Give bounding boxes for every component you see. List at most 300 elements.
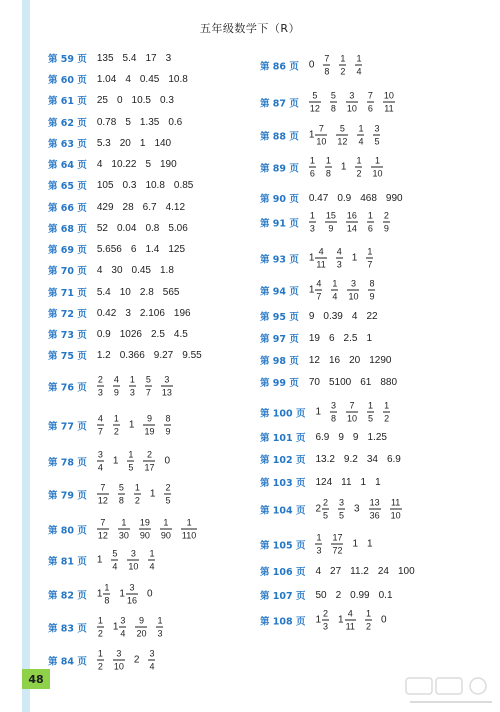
denominator: 16: [126, 595, 137, 606]
answer-row: [260, 54, 371, 77]
fraction: [331, 533, 343, 556]
numerator: 1: [157, 615, 163, 626]
denominator: 7: [316, 291, 322, 302]
denominator: 8: [330, 103, 336, 114]
fraction-bar: [309, 167, 316, 168]
fraction-stack: [325, 156, 332, 179]
numerator: 9: [146, 413, 152, 424]
answer-value: 0.6: [168, 116, 183, 128]
fraction-stack: [181, 518, 197, 541]
numerator: 1: [129, 374, 135, 385]
answer-value: 5: [125, 116, 131, 128]
fraction-bar: [143, 425, 155, 426]
answer-row: [260, 91, 404, 114]
fraction-bar: [346, 102, 358, 103]
numerator: 1: [384, 400, 390, 411]
page-label: 第 89 页: [260, 163, 299, 174]
fraction-bar: [126, 594, 138, 595]
fraction-bar: [97, 529, 109, 530]
fraction-bar: [325, 222, 337, 223]
answer-row: [48, 306, 200, 320]
fraction-bar: [323, 65, 330, 66]
numerator: 19: [139, 517, 150, 528]
fraction: [330, 91, 337, 114]
page-label: 第 101 页: [260, 433, 306, 444]
numerator: 1: [356, 155, 362, 166]
page-label: 第 60 页: [48, 75, 87, 86]
denominator: 10: [372, 168, 383, 179]
answer-row: [48, 72, 197, 86]
fraction-stack: [345, 609, 356, 632]
fraction-bar: [346, 222, 358, 223]
page-label: 第 79 页: [48, 490, 87, 501]
answer-value: 4.5: [173, 328, 188, 340]
page-label: 第 103 页: [260, 478, 306, 489]
answer-row: [260, 588, 402, 602]
numerator: 1: [368, 400, 374, 411]
page-label: 第 66 页: [48, 203, 87, 214]
denominator: 9: [113, 387, 119, 398]
fraction-bar: [367, 412, 374, 413]
answer-value: 6.9: [386, 453, 401, 465]
fraction-bar: [366, 258, 373, 259]
fraction: [143, 414, 155, 437]
fraction-bar: [113, 425, 120, 426]
answer-value: 0: [164, 455, 171, 467]
fraction-bar: [97, 425, 104, 426]
fraction-bar: [127, 560, 139, 561]
denominator: 4: [356, 66, 362, 77]
fraction: [118, 518, 130, 541]
denominator: 8: [331, 413, 337, 424]
numerator: 3: [130, 548, 136, 559]
denominator: 8: [104, 595, 110, 606]
fraction-bar: [339, 65, 346, 66]
fraction-stack: [119, 616, 126, 639]
denominator: 3: [157, 628, 163, 639]
denominator: 6: [367, 223, 373, 234]
fraction-stack: [126, 583, 138, 606]
denominator: 11: [345, 621, 355, 632]
answer-value: 2.8: [139, 286, 154, 298]
answer-value: 22: [366, 310, 378, 322]
page-label: 第 97 页: [260, 334, 299, 345]
fraction-stack: [164, 414, 171, 437]
fraction-stack: [315, 247, 326, 270]
answer-row: [48, 450, 179, 473]
answer-value: 4: [351, 310, 358, 322]
fraction-stack: [357, 124, 364, 147]
answer-row: [48, 263, 183, 277]
numerator: 7: [100, 482, 106, 493]
page-label: 第 106 页: [260, 567, 306, 578]
fraction: [366, 247, 373, 270]
answer-value: 4.12: [165, 201, 186, 213]
answer-value: 0.1: [378, 589, 393, 601]
answer-value: 135: [96, 52, 114, 64]
fraction-stack: [336, 124, 348, 147]
answer-row: [260, 331, 381, 345]
fraction: [97, 450, 104, 473]
fraction-bar: [148, 560, 155, 561]
fraction-stack: [383, 401, 390, 424]
denominator: 11: [316, 259, 326, 270]
answer-value: 2.106: [139, 307, 165, 319]
fraction: [346, 211, 358, 234]
answer-value: 52: [96, 222, 108, 234]
answer-value: 1.8: [160, 264, 174, 276]
answer-row: [260, 375, 406, 389]
fraction: [323, 54, 330, 77]
numerator: 4: [318, 246, 324, 257]
numerator: 2: [165, 482, 171, 493]
fraction-stack: [368, 279, 375, 302]
fraction: [336, 247, 343, 270]
numerator: 16: [346, 210, 357, 221]
fraction: [113, 649, 125, 672]
fraction-bar: [383, 222, 390, 223]
fraction-stack: [331, 533, 343, 556]
denominator: 90: [160, 530, 171, 541]
fraction-stack: [113, 649, 125, 672]
numerator: 4: [336, 246, 342, 257]
numerator: 3: [349, 90, 355, 101]
fraction: [371, 156, 383, 179]
numerator: 1: [97, 648, 103, 659]
fraction-stack: [113, 414, 120, 437]
page-label: 第 98 页: [260, 356, 299, 367]
denominator: 7: [145, 387, 151, 398]
answer-row: [48, 136, 180, 150]
fraction-stack: [111, 549, 118, 572]
fraction-bar: [373, 135, 380, 136]
page-label: 第 105 页: [260, 540, 306, 551]
page-label: 第 102 页: [260, 455, 306, 466]
fraction: [338, 498, 345, 521]
fraction-bar: [330, 412, 337, 413]
numerator: 4: [97, 413, 103, 424]
denominator: 4: [332, 291, 338, 302]
fraction: [346, 401, 358, 424]
numerator: 4: [113, 374, 119, 385]
answer-row: [48, 115, 191, 129]
fraction: [97, 414, 104, 437]
fraction: [357, 124, 364, 147]
fraction-bar: [331, 544, 343, 545]
fraction-bar: [97, 386, 104, 387]
fraction-bar: [111, 560, 118, 561]
answer-value: 0: [308, 59, 315, 71]
answer-value: 27: [330, 565, 342, 577]
fraction-stack: [97, 518, 109, 541]
denominator: 10: [390, 510, 401, 521]
fraction-stack: [97, 375, 104, 398]
fraction-stack: [161, 375, 173, 398]
denominator: 2: [97, 628, 103, 639]
fraction-stack: [331, 279, 338, 302]
answer-value: 1: [139, 137, 146, 149]
fraction-stack: [325, 211, 337, 234]
fraction-bar: [365, 620, 372, 621]
fraction-bar: [322, 620, 329, 621]
answer-value: 125: [168, 243, 186, 255]
answer-value: 1.35: [139, 116, 160, 128]
answer-value: 0.99: [350, 589, 370, 601]
fraction-stack: [129, 375, 136, 398]
answer-row: [260, 124, 389, 147]
fraction-stack: [156, 616, 163, 639]
fraction-bar: [383, 412, 390, 413]
numerator: 2: [323, 497, 329, 508]
denominator: 14: [346, 223, 357, 234]
page-label: 第 95 页: [260, 312, 299, 323]
answer-value: 1: [315, 406, 322, 418]
fraction: [118, 483, 125, 506]
denominator: 4: [358, 136, 364, 147]
numerator: 8: [369, 278, 375, 289]
numerator: 1: [340, 53, 346, 64]
fraction-stack: [373, 124, 380, 147]
fraction-bar: [135, 627, 147, 628]
page-label: 第 81 页: [48, 556, 87, 567]
answer-value: 61: [360, 376, 372, 388]
numerator: 1: [356, 53, 362, 64]
answer-value: 1: [360, 476, 367, 488]
denominator: 3: [129, 387, 135, 398]
fraction-stack: [309, 91, 321, 114]
answer-row: [48, 583, 162, 606]
denominator: 3: [316, 545, 322, 556]
left-margin-bar: [22, 0, 30, 712]
fraction-stack: [366, 247, 373, 270]
fraction-stack: [148, 549, 155, 572]
answer-row: [48, 414, 180, 437]
numerator: 1: [149, 548, 155, 559]
fraction-bar: [315, 258, 326, 259]
answer-row: [260, 533, 382, 556]
answer-value: 9: [308, 310, 315, 322]
answer-value: 1: [340, 161, 347, 173]
page-label: 第 71 页: [48, 288, 87, 299]
answer-row: [260, 191, 412, 205]
fraction: [339, 54, 346, 77]
whole-part: 1: [308, 284, 315, 296]
denominator: 2: [134, 495, 140, 506]
numerator: 1: [367, 246, 373, 257]
answer-row: [260, 609, 396, 632]
numerator: 3: [339, 497, 345, 508]
fraction-stack: [383, 211, 390, 234]
fraction-bar: [127, 461, 134, 462]
page-label: 第 65 页: [48, 181, 87, 192]
denominator: 5: [339, 510, 345, 521]
page-label: 第 88 页: [260, 131, 299, 142]
fraction-bar: [97, 461, 104, 462]
whole-part: 1: [315, 614, 322, 626]
answer-value: 0.04: [116, 222, 137, 234]
fraction-stack: [367, 91, 374, 114]
answer-value: 0.9: [337, 192, 352, 204]
page-label: 第 94 页: [260, 286, 299, 297]
fraction-stack: [97, 450, 104, 473]
fraction-bar: [390, 509, 402, 510]
answer-row: [260, 247, 382, 270]
denominator: 12: [309, 103, 320, 114]
fraction-stack: [347, 279, 359, 302]
denominator: 90: [139, 530, 150, 541]
fraction-bar: [345, 620, 356, 621]
fraction-stack: [118, 483, 125, 506]
answer-row: [48, 51, 180, 65]
answer-value: 0.47: [308, 192, 329, 204]
answer-row: [48, 285, 188, 299]
fraction-bar: [113, 660, 125, 661]
fraction-bar: [181, 529, 197, 530]
answer-value: 190: [160, 158, 177, 170]
fraction-bar: [139, 529, 151, 530]
answer-value: 19: [308, 332, 320, 344]
answer-value: 0.3: [160, 94, 174, 106]
page-label: 第 83 页: [48, 623, 87, 634]
fraction: [164, 414, 171, 437]
answer-value: 105: [96, 179, 114, 191]
fraction: [383, 91, 395, 114]
denominator: 9: [165, 426, 171, 437]
answer-value: 10: [119, 286, 131, 298]
denominator: 20: [136, 628, 147, 639]
numerator: 11: [390, 497, 401, 508]
mixed-number: [309, 247, 327, 270]
page-label: 第 104 页: [260, 505, 306, 516]
answer-value: 0.85: [173, 179, 194, 191]
fraction-stack: [97, 649, 104, 672]
fraction-stack: [143, 414, 155, 437]
denominator: 8: [118, 495, 124, 506]
numerator: 9: [138, 615, 144, 626]
fraction-bar: [336, 135, 348, 136]
fraction: [390, 498, 402, 521]
page-label: 第 84 页: [48, 656, 87, 667]
fraction-bar: [161, 386, 173, 387]
page-label: 第 69 页: [48, 245, 87, 256]
numerator: 17: [332, 532, 343, 543]
denominator: 6: [309, 168, 315, 179]
answer-value: 10.8: [145, 179, 165, 191]
fraction: [143, 450, 155, 473]
fraction: [367, 91, 374, 114]
fraction-bar: [355, 167, 362, 168]
answer-row: [48, 518, 206, 541]
fraction-bar: [145, 386, 152, 387]
answer-value: 468: [360, 192, 377, 204]
fraction: [367, 401, 374, 424]
page-label: 第 100 页: [260, 408, 306, 419]
mixed-number: [113, 616, 127, 639]
denominator: 12: [97, 530, 108, 541]
answer-value: 124: [315, 476, 333, 488]
fraction-stack: [355, 54, 362, 77]
answer-row: [48, 221, 197, 235]
answer-row: [260, 309, 387, 323]
fraction-bar: [330, 102, 337, 103]
fraction: [135, 616, 147, 639]
fraction-bar: [331, 290, 338, 291]
denominator: 3: [309, 223, 315, 234]
fraction-bar: [315, 290, 322, 291]
fraction-stack: [97, 483, 109, 506]
watermark-logo: [404, 676, 496, 710]
mixed-number: [338, 609, 356, 632]
page-label: 第 61 页: [48, 96, 87, 107]
mixed-number: [119, 583, 138, 606]
page-label: 第 87 页: [260, 98, 299, 109]
answer-row: [48, 93, 183, 107]
fraction: [148, 649, 155, 672]
numerator: 1: [374, 155, 380, 166]
answer-value: 4: [125, 73, 131, 85]
fraction-bar: [322, 509, 329, 510]
answer-row: [48, 327, 197, 341]
answer-value: 9: [352, 431, 359, 443]
fraction: [369, 498, 381, 521]
answer-row: [48, 242, 194, 256]
fraction-bar: [367, 102, 374, 103]
fraction-stack: [367, 401, 374, 424]
answer-value: 1.04: [96, 73, 117, 85]
fraction-stack: [338, 498, 345, 521]
fraction-bar: [367, 222, 374, 223]
answer-value: 1: [112, 455, 119, 467]
fraction-stack: [369, 498, 381, 521]
answer-value: 4: [315, 565, 322, 577]
denominator: 2: [356, 168, 362, 179]
answer-value: 0.45: [139, 73, 160, 85]
answer-value: 140: [154, 137, 172, 149]
answer-value: 0.45: [131, 264, 151, 276]
page-label: 第 75 页: [48, 351, 87, 362]
page-label: 第 108 页: [260, 616, 306, 627]
fraction: [97, 649, 104, 672]
answer-value: 0.78: [96, 116, 117, 128]
denominator: 10: [113, 661, 124, 672]
fraction-bar: [309, 102, 321, 103]
fraction-stack: [339, 54, 346, 77]
denominator: 2: [384, 413, 390, 424]
fraction-stack: [118, 518, 130, 541]
fraction: [383, 211, 390, 234]
fraction-stack: [309, 211, 316, 234]
fraction: [325, 211, 337, 234]
answer-value: 0: [380, 614, 387, 626]
numerator: 7: [318, 123, 324, 134]
denominator: 10: [347, 413, 358, 424]
fraction-bar: [164, 425, 171, 426]
answer-value: 24: [377, 565, 389, 577]
whole-part: 1: [308, 129, 315, 141]
numerator: 3: [129, 582, 135, 593]
denominator: 10: [128, 561, 139, 572]
fraction: [346, 91, 358, 114]
denominator: 5: [165, 495, 171, 506]
page-label: 第 68 页: [48, 224, 87, 235]
mixed-number: [315, 498, 329, 521]
answer-row: [260, 211, 399, 234]
answer-value: 34: [366, 453, 378, 465]
fraction-stack: [135, 616, 147, 639]
answer-row: [260, 475, 390, 489]
numerator: 3: [374, 123, 380, 134]
mixed-number: [97, 583, 111, 606]
